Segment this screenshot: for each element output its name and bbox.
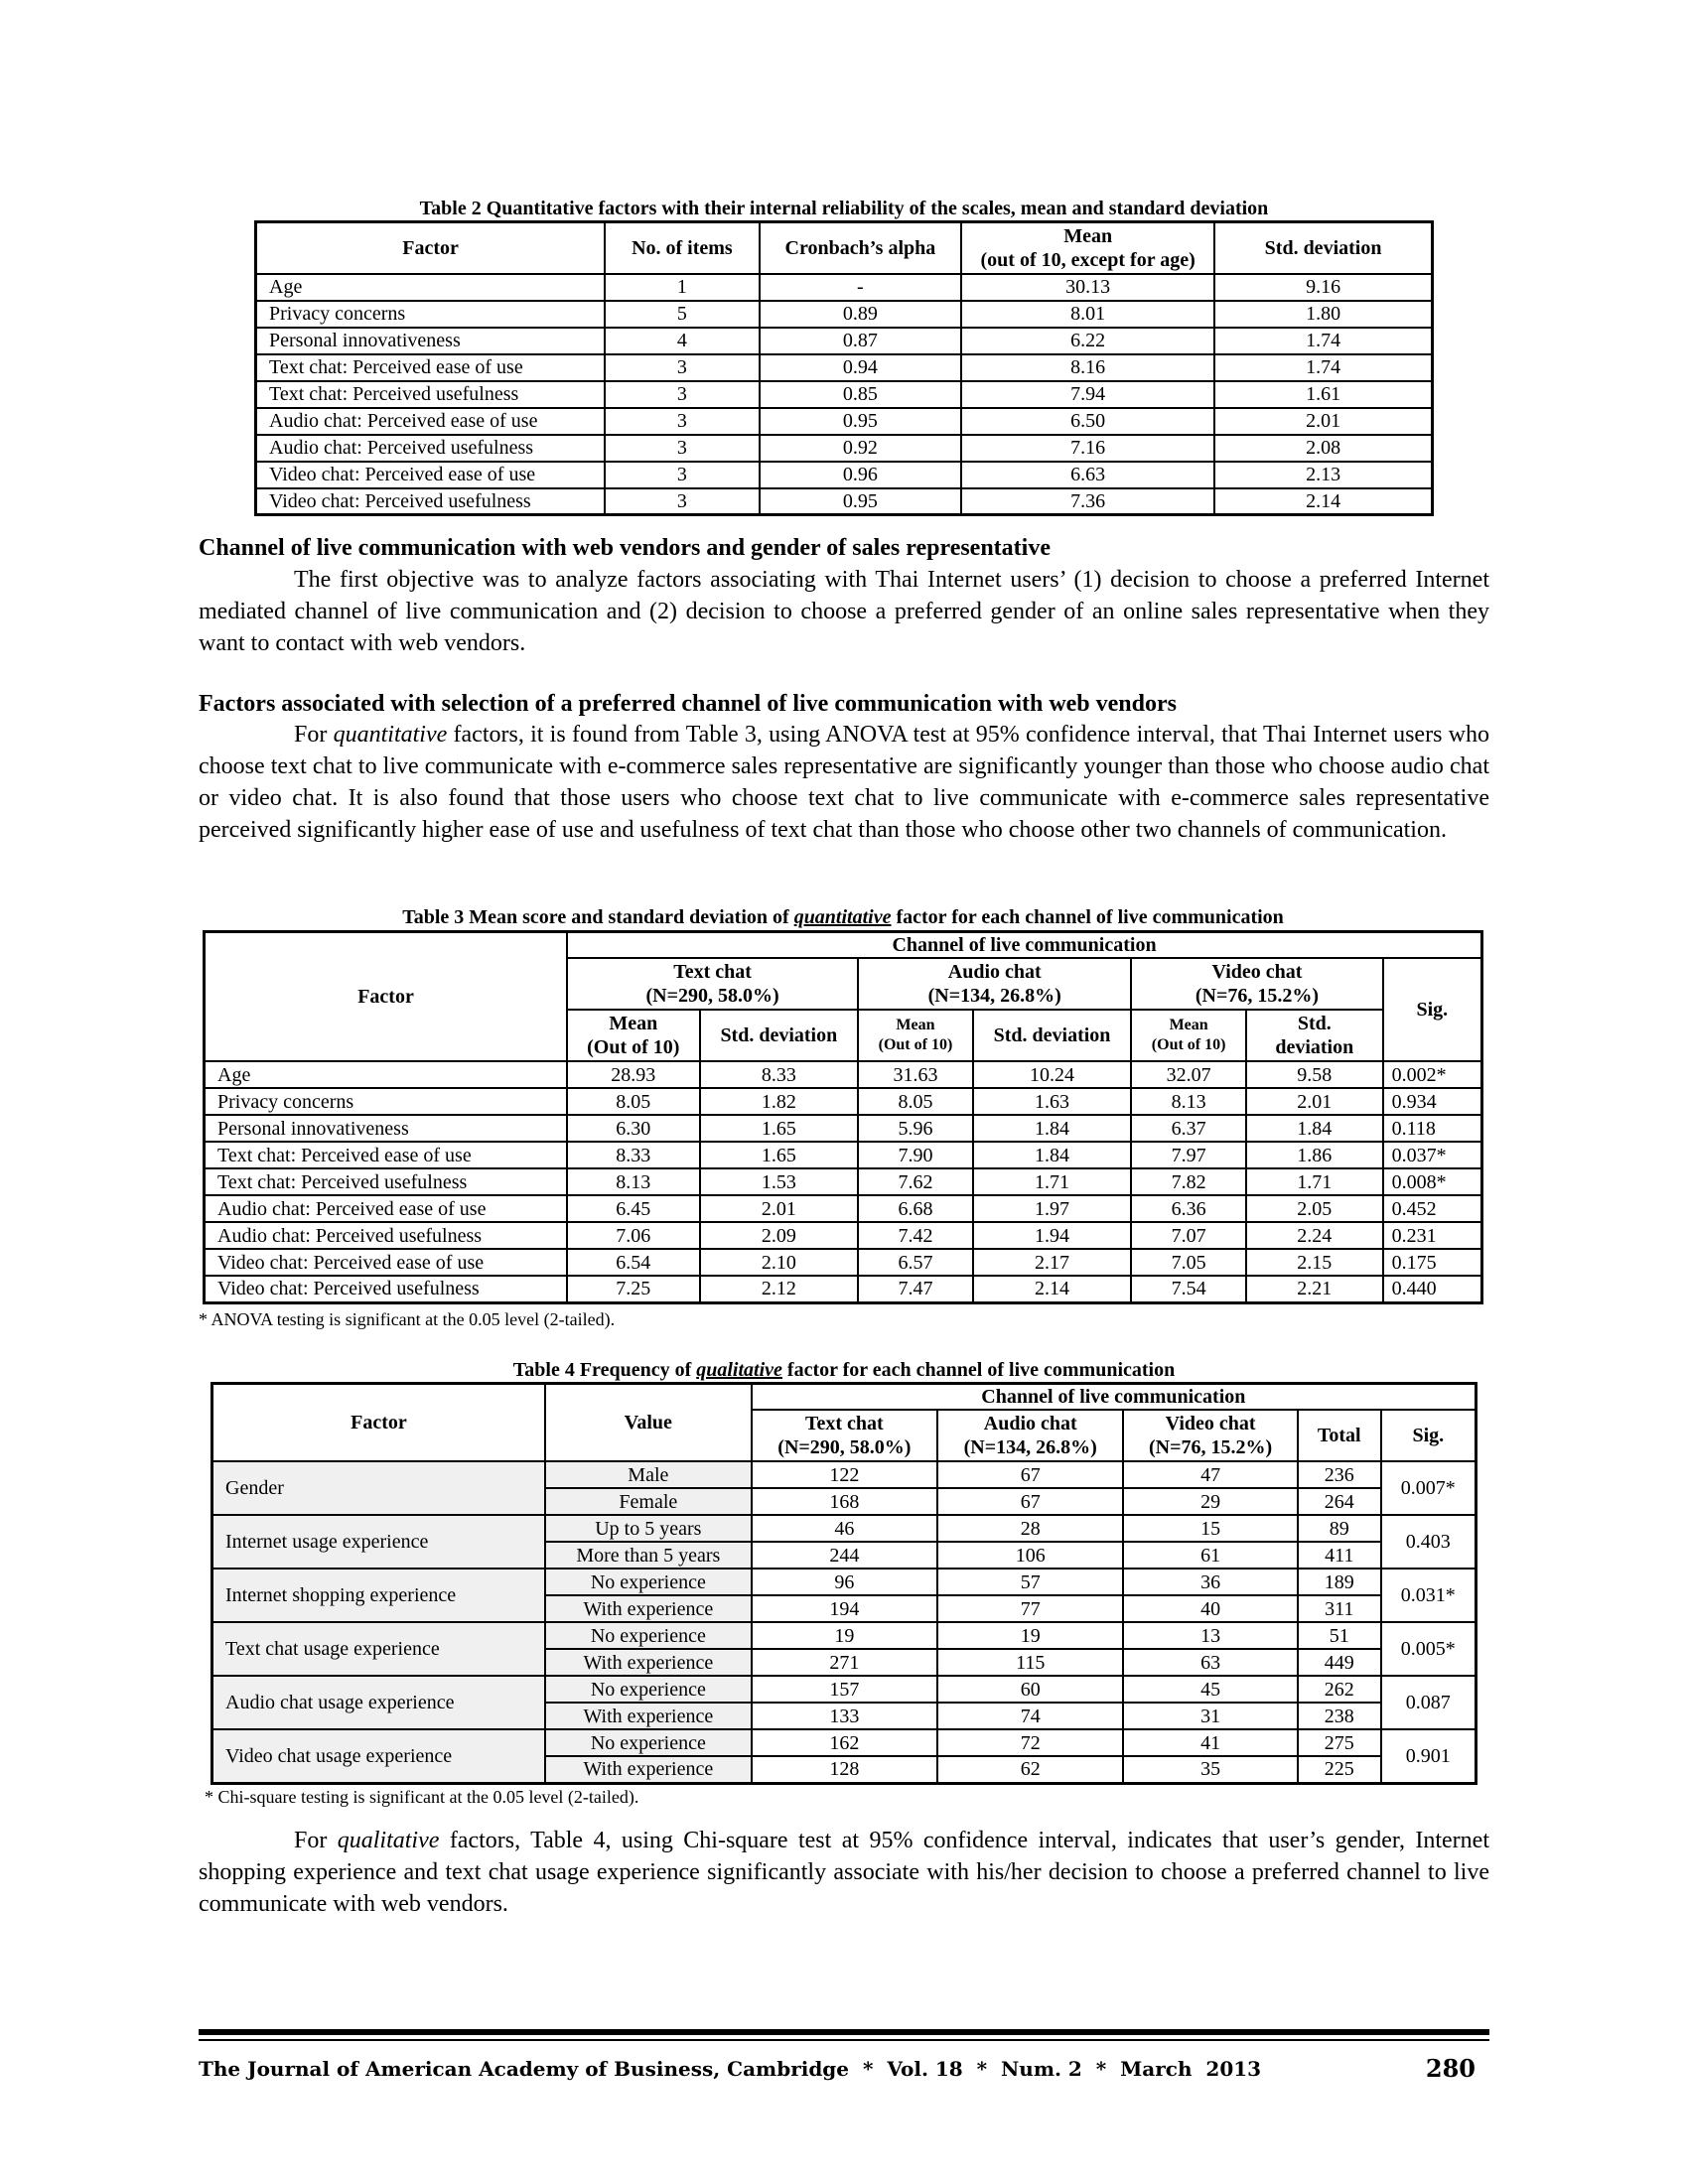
t2-value-cell: 2.13 [1214,462,1432,488]
t4-factor-cell: Gender [212,1461,546,1515]
t3-factor-cell: Privacy concerns [205,1088,568,1115]
section2-paragraph [199,719,1489,846]
table-row [256,328,1433,354]
t3-text-out-of: (Out of 10) [587,1036,680,1058]
t3-value-cell: 8.05 [858,1088,973,1115]
table3-caption-post: factor for each channel of live communication [891,906,1284,928]
t3-value-cell: 7.62 [858,1168,973,1195]
t2-value-cell: 0.85 [760,381,962,408]
t4-sig-cell: 0.031* [1381,1569,1477,1622]
t3-value-cell: 2.05 [1246,1195,1383,1222]
t2-value-cell: 6.63 [961,462,1214,488]
t2-value-cell: 3 [605,488,759,515]
t3-value-cell: 7.05 [1131,1249,1246,1276]
closing-text-em: qualitative [337,1828,440,1853]
footer-rule-thin [199,2039,1489,2041]
t2-value-cell: 7.94 [961,381,1214,408]
t3-value-cell: 7.06 [567,1222,700,1249]
t4-value-label-cell: Up to 5 years [545,1515,752,1542]
table4-caption-em: qualitative [696,1359,782,1381]
table-row [256,462,1433,488]
t2-value-cell: 3 [605,462,759,488]
t3-value-cell: 10.24 [973,1061,1132,1088]
t3-sig-cell: 0.231 [1383,1222,1482,1249]
t3-value-cell: 8.13 [1131,1088,1246,1115]
t4-count-cell: 46 [752,1515,937,1542]
section1-text: The first objective was to analyze factors associating with Thai Internet users’ (1) decision to choose a preferred Internet mediated channel of live communication and (2) decision to choose a preferred gender of an online sales representative when they want to contact with web vendors. [199,567,1489,656]
t3-text-chat-label: Text chat [673,961,752,983]
t4-sig-cell: 0.403 [1381,1515,1477,1569]
t3-audio-chat-label: Audio chat [947,961,1042,983]
t3-factor-cell: Video chat: Perceived ease of use [205,1249,568,1276]
t2-header-mean-line1: Mean [1063,224,1113,247]
t3-sig-cell: 0.002* [1383,1061,1482,1088]
table4-note: * Chi-square testing is significant at the 0.05 level (2-tailed). [205,1787,639,1807]
t3-audio-out-of: (Out of 10) [878,1036,953,1053]
t2-factor-cell: Audio chat: Perceived usefulness [256,435,606,462]
t2-value-cell: 3 [605,354,759,381]
t3-header-audio-chat [858,958,1131,1010]
t3-value-cell: 1.65 [700,1142,859,1168]
t3-sig-cell: 0.175 [1383,1249,1482,1276]
t4-count-cell: 67 [937,1488,1123,1515]
t2-value-cell: 1 [605,274,759,301]
t3-audio-mean-label: Mean [896,1017,935,1033]
t3-factor-cell: Text chat: Perceived ease of use [205,1142,568,1168]
t4-count-cell: 275 [1298,1729,1381,1756]
t4-audio-chat-n: (N=134, 26.8%) [963,1436,1097,1458]
t3-sig-cell: 0.008* [1383,1168,1482,1195]
t4-count-cell: 411 [1298,1542,1381,1569]
t4-count-cell: 189 [1298,1569,1381,1595]
t3-value-cell: 2.01 [1246,1088,1383,1115]
t3-value-cell: 6.68 [858,1195,973,1222]
table4-caption [211,1358,1477,1382]
t2-value-cell: 3 [605,408,759,435]
t2-factor-cell: Video chat: Perceived ease of use [256,462,606,488]
t3-value-cell: 2.17 [973,1249,1132,1276]
table-row [205,1061,1482,1088]
t4-count-cell: 238 [1298,1703,1381,1729]
t3-value-cell: 1.53 [700,1168,859,1195]
section2-text-rest: factors, it is found from Table 3, using ANOVA test at 95% confidence interval, that Thai Internet users who choose text chat to live communicate with e-commerce sales representative are significantly younger than those who choose audio chat or video chat. It is also found that those users who choose text chat to live communicate with e-commerce sales representative perceived significantly higher ease of use and usefulness of text chat than those who choose other two channels of communication. [199,722,1489,843]
t3-value-cell: 8.13 [567,1168,700,1195]
t3-value-cell: 1.71 [973,1168,1132,1195]
t2-factor-cell: Text chat: Perceived ease of use [256,354,606,381]
t4-value-label-cell: With experience [545,1649,752,1676]
table-row [256,381,1433,408]
t4-header-audio-chat [937,1410,1123,1461]
table-row [205,1168,1482,1195]
t2-value-cell: 9.16 [1214,274,1432,301]
t4-count-cell: 225 [1298,1756,1381,1783]
t3-value-cell: 6.57 [858,1249,973,1276]
t2-value-cell: 6.22 [961,328,1214,354]
t2-value-cell: 8.16 [961,354,1214,381]
t4-count-cell: 133 [752,1703,937,1729]
t3-value-cell: 8.33 [700,1061,859,1088]
t3-video-mean-label: Mean [1169,1017,1208,1033]
t4-count-cell: 47 [1123,1461,1297,1488]
t3-value-cell: 2.10 [700,1249,859,1276]
t2-value-cell: 2.14 [1214,488,1432,515]
t3-video-deviation-label: deviation [1275,1036,1354,1058]
t4-count-cell: 31 [1123,1703,1297,1729]
t4-count-cell: 106 [937,1542,1123,1569]
t2-value-cell: 3 [605,435,759,462]
table-row [256,354,1433,381]
table-row [256,435,1433,462]
t2-value-cell: 2.08 [1214,435,1432,462]
table-row [205,1222,1482,1249]
t4-factor-cell: Video chat usage experience [212,1729,546,1783]
t3-value-cell: 2.21 [1246,1276,1383,1302]
section1-paragraph [199,564,1489,659]
section2-text-em: quantitative [333,722,448,748]
closing-text-start: For [294,1828,338,1853]
t4-count-cell: 51 [1298,1622,1381,1649]
t3-audio-chat-n: (N=134, 26.8%) [927,985,1061,1007]
t2-value-cell: - [760,274,962,301]
t3-value-cell: 1.97 [973,1195,1132,1222]
table-row [212,1729,1477,1756]
table-row [205,1249,1482,1276]
t2-value-cell: 2.01 [1214,408,1432,435]
footer [199,2055,1489,2083]
t3-value-cell: 7.07 [1131,1222,1246,1249]
t3-value-cell: 1.84 [973,1142,1132,1168]
t4-count-cell: 15 [1123,1515,1297,1542]
t3-factor-cell: Text chat: Perceived usefulness [205,1168,568,1195]
t2-factor-cell: Audio chat: Perceived ease of use [256,408,606,435]
t3-value-cell: 7.25 [567,1276,700,1302]
t3-value-cell: 1.65 [700,1115,859,1142]
table-row [212,1569,1477,1595]
t3-value-cell: 1.84 [1246,1115,1383,1142]
t3-header-video-mean [1131,1010,1246,1061]
t4-value-label-cell: With experience [545,1703,752,1729]
closing-text-rest: factors, Table 4, using Chi-square test at 95% confidence interval, indicates that user’s gender, Internet shopping experience and text chat usage experience significantly associate with his/her decision to choose a preferred channel to live communicate with web vendors. [199,1828,1489,1917]
t3-value-cell: 7.42 [858,1222,973,1249]
table-row [212,1461,1477,1488]
t2-value-cell: 0.95 [760,408,962,435]
t4-count-cell: 89 [1298,1515,1381,1542]
t4-count-cell: 60 [937,1676,1123,1703]
t3-value-cell: 7.90 [858,1142,973,1168]
t4-value-label-cell: No experience [545,1676,752,1703]
t4-count-cell: 311 [1298,1595,1381,1622]
t4-count-cell: 40 [1123,1595,1297,1622]
table3-caption [203,905,1483,929]
t2-value-cell: 0.94 [760,354,962,381]
t2-value-cell: 3 [605,381,759,408]
t2-factor-cell: Personal innovativeness [256,328,606,354]
t4-value-label-cell: No experience [545,1569,752,1595]
t3-value-cell: 1.86 [1246,1142,1383,1168]
t4-count-cell: 35 [1123,1756,1297,1783]
t3-value-cell: 9.58 [1246,1061,1383,1088]
t3-value-cell: 2.09 [700,1222,859,1249]
t3-value-cell: 1.82 [700,1088,859,1115]
footer-rule-thick [199,2029,1489,2035]
t3-sig-cell: 0.440 [1383,1276,1482,1302]
t2-header-alpha: Cronbach’s alpha [760,222,962,274]
t4-count-cell: 122 [752,1461,937,1488]
t3-header-text-mean [567,1010,700,1061]
t3-factor-cell: Age [205,1061,568,1088]
t3-value-cell: 2.15 [1246,1249,1383,1276]
t3-header-channel: Channel of live communication [567,932,1481,959]
t4-factor-cell: Internet usage experience [212,1515,546,1569]
t2-factor-cell: Privacy concerns [256,301,606,328]
t2-header-factor: Factor [256,222,606,274]
t3-sig-cell: 0.118 [1383,1115,1482,1142]
t4-header-sig: Sig. [1381,1410,1477,1461]
table-row [256,274,1433,301]
t3-value-cell: 7.54 [1131,1276,1246,1302]
t3-header-audio-mean [858,1010,973,1061]
section2-heading: Factors associated with selection of a preferred channel of live communication with web vendors [199,691,1177,717]
t4-value-label-cell: More than 5 years [545,1542,752,1569]
t4-count-cell: 57 [937,1569,1123,1595]
t3-header-video-chat [1131,958,1382,1010]
t2-value-cell: 0.92 [760,435,962,462]
t3-value-cell: 6.36 [1131,1195,1246,1222]
t4-count-cell: 19 [937,1622,1123,1649]
t4-count-cell: 236 [1298,1461,1381,1488]
table-row [256,408,1433,435]
t3-value-cell: 7.97 [1131,1142,1246,1168]
table-row [212,1622,1477,1649]
t2-factor-cell: Video chat: Perceived usefulness [256,488,606,515]
section2-text-start: For [294,722,334,748]
t3-value-cell: 2.12 [700,1276,859,1302]
table3 [203,930,1483,1304]
t4-header-channel: Channel of live communication [752,1384,1477,1411]
t3-value-cell: 2.14 [973,1276,1132,1302]
t3-sig-cell: 0.934 [1383,1088,1482,1115]
t2-value-cell: 0.96 [760,462,962,488]
table-row [205,1142,1482,1168]
t4-count-cell: 29 [1123,1488,1297,1515]
t4-video-chat-label: Video chat [1165,1413,1256,1434]
t4-count-cell: 271 [752,1649,937,1676]
t2-value-cell: 1.61 [1214,381,1432,408]
t4-count-cell: 168 [752,1488,937,1515]
t3-value-cell: 31.63 [858,1061,973,1088]
table4-caption-post: factor for each channel of live communication [781,1359,1176,1381]
t4-sig-cell: 0.901 [1381,1729,1477,1783]
t3-header-video-sd [1246,1010,1383,1061]
t2-header-sd: Std. deviation [1214,222,1432,274]
table3-caption-pre: Table 3 Mean score and standard deviation of [402,906,794,928]
t4-count-cell: 67 [937,1461,1123,1488]
closing-paragraph [199,1825,1489,1920]
table-row [205,1088,1482,1115]
section1-heading: Channel of live communication with web vendors and gender of sales representative [199,535,1051,561]
page-number: 280 [1425,2054,1476,2083]
t4-value-label-cell: No experience [545,1622,752,1649]
t3-value-cell: 2.24 [1246,1222,1383,1249]
t3-value-cell: 28.93 [567,1061,700,1088]
t2-header-mean-line2: (out of 10, except for age) [980,248,1196,271]
t3-value-cell: 5.96 [858,1115,973,1142]
t2-value-cell: 0.89 [760,301,962,328]
t2-value-cell: 30.13 [961,274,1214,301]
t3-video-chat-n: (N=76, 15.2%) [1195,985,1320,1007]
t4-count-cell: 128 [752,1756,937,1783]
table-row [256,301,1433,328]
table-row [205,1115,1482,1142]
t4-count-cell: 28 [937,1515,1123,1542]
t3-value-cell: 6.54 [567,1249,700,1276]
t4-count-cell: 45 [1123,1676,1297,1703]
t4-count-cell: 13 [1123,1622,1297,1649]
t4-count-cell: 449 [1298,1649,1381,1676]
t3-value-cell: 7.47 [858,1276,973,1302]
t2-value-cell: 8.01 [961,301,1214,328]
t3-value-cell: 1.63 [973,1088,1132,1115]
t3-value-cell: 32.07 [1131,1061,1246,1088]
t4-count-cell: 262 [1298,1676,1381,1703]
t3-sig-cell: 0.037* [1383,1142,1482,1168]
t4-audio-chat-label: Audio chat [983,1413,1077,1434]
t3-video-std-label: Std. [1297,1013,1332,1034]
t4-header-total: Total [1298,1410,1381,1461]
footer-journal: The Journal of American Academy of Business, Cambridge * Vol. 18 * Num. 2 * March 2013 [199,2057,1262,2081]
t4-sig-cell: 0.005* [1381,1622,1477,1676]
t3-value-cell: 6.45 [567,1195,700,1222]
t2-value-cell: 1.74 [1214,354,1432,381]
t3-video-chat-label: Video chat [1211,961,1303,983]
t2-header-mean [961,222,1214,274]
t4-count-cell: 72 [937,1729,1123,1756]
t3-value-cell: 1.84 [973,1115,1132,1142]
table-row [212,1515,1477,1542]
table-row [205,1276,1482,1302]
table2-caption: Table 2 Quantitative factors with their internal reliability of the scales, mean and standard deviation [419,198,1269,219]
t3-value-cell: 8.33 [567,1142,700,1168]
t4-count-cell: 194 [752,1595,937,1622]
t3-header-text-sd: Std. deviation [700,1010,859,1061]
table-row [205,1195,1482,1222]
t3-text-mean-label: Mean [609,1013,658,1034]
t2-value-cell: 5 [605,301,759,328]
t3-value-cell: 7.82 [1131,1168,1246,1195]
t4-count-cell: 61 [1123,1542,1297,1569]
t3-value-cell: 1.71 [1246,1168,1383,1195]
table4-caption-pre: Table 4 Frequency of [512,1359,697,1381]
table3-caption-em: quantitative [793,906,892,928]
t3-factor-cell: Audio chat: Perceived ease of use [205,1195,568,1222]
t4-value-label-cell: No experience [545,1729,752,1756]
t3-text-chat-n: (N=290, 58.0%) [645,985,779,1007]
table4 [211,1382,1477,1785]
table2 [254,220,1434,516]
t2-value-cell: 6.50 [961,408,1214,435]
t2-value-cell: 7.36 [961,488,1214,515]
t2-header-items: No. of items [605,222,759,274]
t3-sig-cell: 0.452 [1383,1195,1482,1222]
t2-value-cell: 4 [605,328,759,354]
t4-count-cell: 244 [752,1542,937,1569]
t4-count-cell: 63 [1123,1649,1297,1676]
t4-factor-cell: Internet shopping experience [212,1569,546,1622]
t4-value-label-cell: Female [545,1488,752,1515]
t3-header-factor: Factor [205,932,568,1062]
t4-header-video-chat [1123,1410,1297,1461]
table-row [256,488,1433,515]
t3-header-sig: Sig. [1383,958,1482,1061]
t3-value-cell: 8.05 [567,1088,700,1115]
t3-value-cell: 6.30 [567,1115,700,1142]
t4-text-chat-n: (N=290, 58.0%) [777,1436,912,1458]
t2-value-cell: 1.74 [1214,328,1432,354]
t4-factor-cell: Audio chat usage experience [212,1676,546,1729]
t3-value-cell: 1.94 [973,1222,1132,1249]
table-row [212,1676,1477,1703]
t3-factor-cell: Audio chat: Perceived usefulness [205,1222,568,1249]
t4-value-label-cell: With experience [545,1756,752,1783]
t4-header-value: Value [545,1384,752,1462]
t2-factor-cell: Text chat: Perceived usefulness [256,381,606,408]
t4-value-label-cell: With experience [545,1595,752,1622]
t4-count-cell: 77 [937,1595,1123,1622]
t4-count-cell: 264 [1298,1488,1381,1515]
t4-count-cell: 74 [937,1703,1123,1729]
t4-sig-cell: 0.007* [1381,1461,1477,1515]
t4-header-factor: Factor [212,1384,546,1462]
t4-count-cell: 96 [752,1569,937,1595]
t3-header-audio-sd: Std. deviation [973,1010,1132,1061]
t4-count-cell: 41 [1123,1729,1297,1756]
t4-video-chat-n: (N=76, 15.2%) [1149,1436,1273,1458]
t4-header-text-chat [752,1410,937,1461]
t4-text-chat-label: Text chat [805,1413,884,1434]
t2-value-cell: 1.80 [1214,301,1432,328]
t2-value-cell: 7.16 [961,435,1214,462]
t4-count-cell: 157 [752,1676,937,1703]
t3-factor-cell: Personal innovativeness [205,1115,568,1142]
t3-header-text-chat [567,958,858,1010]
t3-video-out-of: (Out of 10) [1151,1036,1226,1053]
t4-count-cell: 36 [1123,1569,1297,1595]
t2-factor-cell: Age [256,274,606,301]
t4-factor-cell: Text chat usage experience [212,1622,546,1676]
t4-count-cell: 19 [752,1622,937,1649]
t3-factor-cell: Video chat: Perceived usefulness [205,1276,568,1302]
t4-count-cell: 162 [752,1729,937,1756]
t2-value-cell: 0.87 [760,328,962,354]
t4-sig-cell: 0.087 [1381,1676,1477,1729]
table3-note: * ANOVA testing is significant at the 0.05 level (2-tailed). [199,1309,616,1329]
t3-value-cell: 6.37 [1131,1115,1246,1142]
t4-count-cell: 115 [937,1649,1123,1676]
t3-value-cell: 2.01 [700,1195,859,1222]
t4-count-cell: 62 [937,1756,1123,1783]
t2-value-cell: 0.95 [760,488,962,515]
t4-value-label-cell: Male [545,1461,752,1488]
